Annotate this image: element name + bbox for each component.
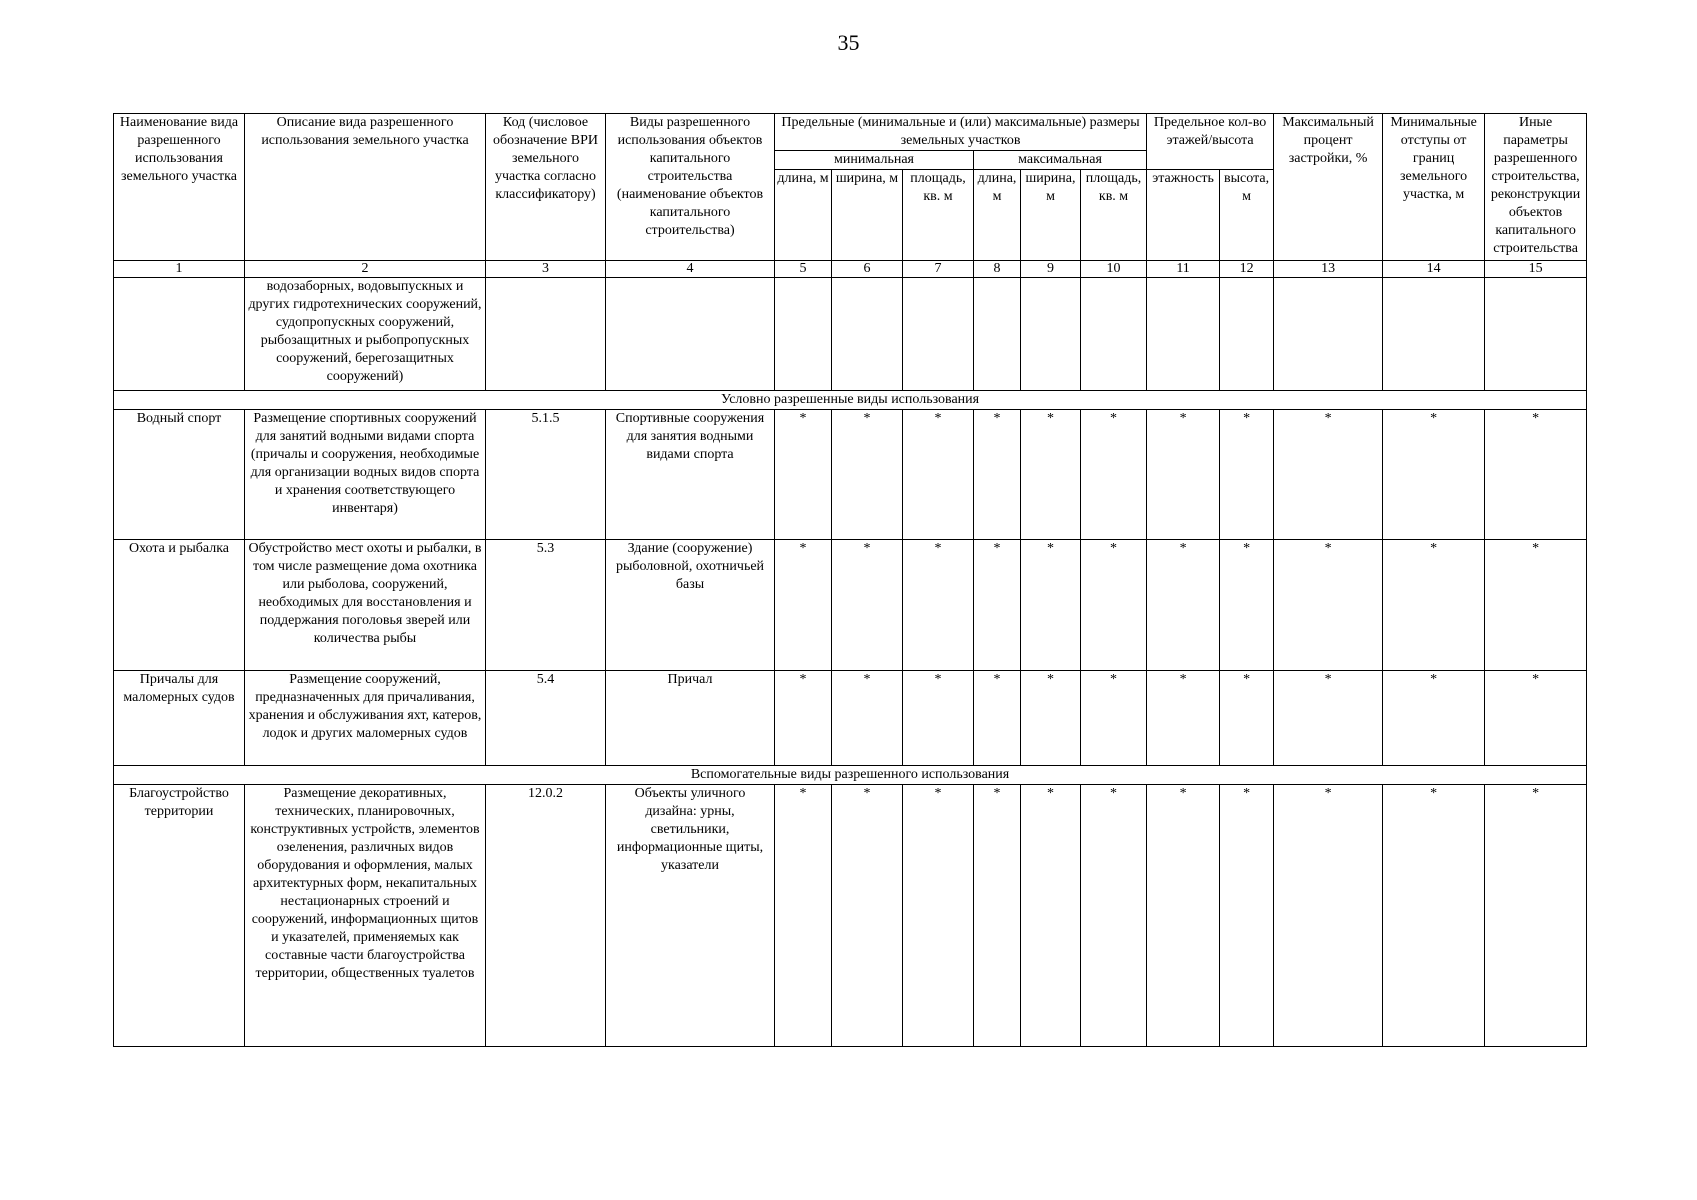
header-min-length: длина, м [775, 170, 832, 261]
column-number: 6 [832, 261, 903, 278]
table-row [114, 410, 1587, 540]
row-description: Размещение спортивных сооружений для занятий водными видами спорта (причалы и сооружения, необходимые для организации водных видов спорта и хранения соответствующего инвентаря) [245, 410, 486, 540]
page-number: 35 [837, 30, 860, 55]
header-maximal: максимальная [974, 151, 1147, 170]
param-max-length: * [974, 785, 1021, 1047]
header-floors: этажность [1147, 170, 1220, 261]
column-number: 8 [974, 261, 1021, 278]
row-objects: Объекты уличного дизайна: урны, светильники, информационные щиты, указатели [606, 785, 775, 1047]
param-floors: * [1147, 540, 1220, 671]
param-min-area: * [903, 785, 974, 1047]
table-row [114, 785, 1587, 1047]
header-plot-sizes: Предельные (минимальные и (или) максимальные) размеры земельных участков [775, 114, 1147, 151]
row-description: Размещение сооружений, предназначенных для причаливания, хранения и обслуживания яхт, катеров, лодок и других маломерных судов [245, 671, 486, 766]
column-number: 1 [114, 261, 245, 278]
param-min-area: * [903, 671, 974, 766]
param-setbacks: * [1383, 410, 1485, 540]
param-min-width: * [832, 671, 903, 766]
column-number: 15 [1485, 261, 1587, 278]
header-min-setbacks: Минимальные отступы от границ земельного участка, м [1383, 114, 1485, 261]
column-number: 14 [1383, 261, 1485, 278]
param-floors: * [1147, 671, 1220, 766]
param-height: * [1220, 671, 1274, 766]
param-min-length: * [775, 410, 832, 540]
row-description: Обустройство мест охоты и рыбалки, в том числе размещение дома охотника или рыболова, сооружений, необходимых для восстановления и поддержания поголовья зверей или количества рыбы [245, 540, 486, 671]
row-objects: Причал [606, 671, 775, 766]
land-use-table [113, 113, 1587, 1047]
param-min-length: * [775, 785, 832, 1047]
param-other: * [1485, 671, 1587, 766]
param-other: * [1485, 540, 1587, 671]
column-number: 4 [606, 261, 775, 278]
column-number: 5 [775, 261, 832, 278]
header-max-area: площадь, кв. м [1081, 170, 1147, 261]
param-floors: * [1147, 785, 1220, 1047]
header-description: Описание вида разрешенного использования земельного участка [245, 114, 486, 261]
param-max-width: * [1021, 410, 1081, 540]
row-name: Причалы для маломерных судов [114, 671, 245, 766]
header-floors-height: Предельное кол-во этажей/высота [1147, 114, 1274, 170]
row-name: Охота и рыбалка [114, 540, 245, 671]
param-max-length: * [974, 671, 1021, 766]
table-row [114, 540, 1587, 671]
table-row-continued [114, 278, 1587, 391]
param-min-width: * [832, 410, 903, 540]
param-max-width: * [1021, 671, 1081, 766]
param-setbacks: * [1383, 671, 1485, 766]
continued-description: водозаборных, водовыпускных и других гидротехнических сооружений, судопропускных сооружений, рыбозащитных и рыбопропускных сооружений, берегозащитных сооружений) [245, 278, 486, 391]
header-max-width: ширина, м [1021, 170, 1081, 261]
param-max-length: * [974, 410, 1021, 540]
param-setbacks: * [1383, 540, 1485, 671]
header-other-params: Иные параметры разрешенного строительства, реконструкции объектов капитального строительства [1485, 114, 1587, 261]
header-min-area: площадь, кв. м [903, 170, 974, 261]
column-number: 7 [903, 261, 974, 278]
param-setbacks: * [1383, 785, 1485, 1047]
column-number: 2 [245, 261, 486, 278]
header-code: Код (числовое обозначение ВРИ земельного участка согласно классификатору) [486, 114, 606, 261]
header-height: высота, м [1220, 170, 1274, 261]
param-min-width: * [832, 785, 903, 1047]
param-min-length: * [775, 540, 832, 671]
param-max-area: * [1081, 785, 1147, 1047]
param-max-area: * [1081, 410, 1147, 540]
column-number: 9 [1021, 261, 1081, 278]
param-max-length: * [974, 540, 1021, 671]
column-number: 12 [1220, 261, 1274, 278]
param-max-area: * [1081, 540, 1147, 671]
header-name: Наименование вида разрешенного использования земельного участка [114, 114, 245, 261]
param-max-percent: * [1274, 410, 1383, 540]
param-min-area: * [903, 410, 974, 540]
row-name: Благоустройство территории [114, 785, 245, 1047]
header-max-percent: Максимальный процент застройки, % [1274, 114, 1383, 261]
row-code: 12.0.2 [486, 785, 606, 1047]
section-conditional: Условно разрешенные виды использования [114, 391, 1587, 410]
param-max-area: * [1081, 671, 1147, 766]
param-max-percent: * [1274, 671, 1383, 766]
header-max-length: длина, м [974, 170, 1021, 261]
header-objects: Виды разрешенного использования объектов капитального строительства (наименование объектов капитального строительства) [606, 114, 775, 261]
column-number: 11 [1147, 261, 1220, 278]
param-height: * [1220, 410, 1274, 540]
param-height: * [1220, 540, 1274, 671]
column-number: 13 [1274, 261, 1383, 278]
param-other: * [1485, 785, 1587, 1047]
column-number: 10 [1081, 261, 1147, 278]
header-minimal: минимальная [775, 151, 974, 170]
param-min-width: * [832, 540, 903, 671]
param-max-percent: * [1274, 540, 1383, 671]
row-code: 5.4 [486, 671, 606, 766]
section-auxiliary: Вспомогательные виды разрешенного использования [114, 766, 1587, 785]
row-code: 5.1.5 [486, 410, 606, 540]
row-description: Размещение декоративных, технических, планировочных, конструктивных устройств, элементов озеленения, различных видов оборудования и оформления, малых архитектурных форм, некапитальных нестационарных строений и сооружений, информационных щитов и указателей, применяемых как составные части благоустройства территории, общественных туалетов [245, 785, 486, 1047]
param-other: * [1485, 410, 1587, 540]
row-objects: Здание (сооружение) рыболовной, охотничьей базы [606, 540, 775, 671]
param-max-width: * [1021, 540, 1081, 671]
row-objects: Спортивные сооружения для занятия водными видами спорта [606, 410, 775, 540]
table-row [114, 671, 1587, 766]
param-max-width: * [1021, 785, 1081, 1047]
param-floors: * [1147, 410, 1220, 540]
param-min-length: * [775, 671, 832, 766]
param-min-area: * [903, 540, 974, 671]
row-name: Водный спорт [114, 410, 245, 540]
column-number: 3 [486, 261, 606, 278]
param-height: * [1220, 785, 1274, 1047]
param-max-percent: * [1274, 785, 1383, 1047]
row-code: 5.3 [486, 540, 606, 671]
header-min-width: ширина, м [832, 170, 903, 261]
